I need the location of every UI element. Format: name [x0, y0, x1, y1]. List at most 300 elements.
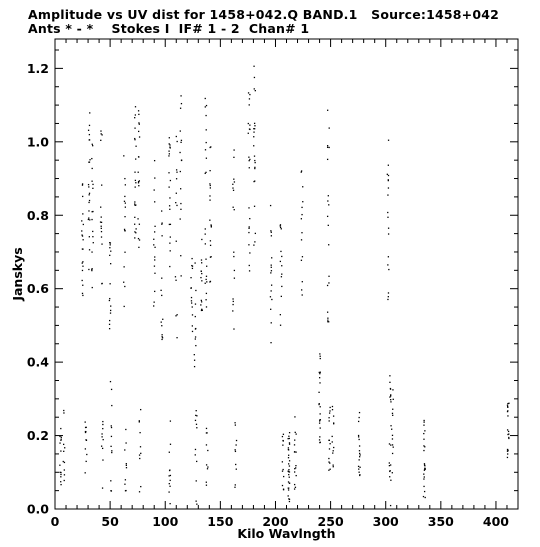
- data-point: [255, 90, 256, 91]
- data-point: [235, 424, 236, 425]
- data-point: [207, 468, 208, 469]
- data-point: [280, 251, 281, 252]
- data-point: [388, 165, 389, 166]
- data-point: [390, 444, 391, 445]
- data-point: [210, 187, 211, 188]
- data-point: [233, 157, 234, 158]
- data-point: [181, 275, 182, 276]
- data-point: [82, 184, 83, 185]
- data-point: [135, 186, 136, 187]
- data-point: [168, 186, 169, 187]
- data-point: [281, 276, 282, 277]
- data-point: [176, 136, 177, 137]
- data-point: [89, 125, 90, 126]
- data-point: [195, 449, 196, 450]
- data-point: [392, 409, 393, 410]
- data-point: [271, 257, 272, 258]
- data-point: [139, 458, 140, 459]
- data-point: [140, 453, 141, 454]
- data-point: [138, 131, 139, 132]
- data-point: [507, 453, 508, 454]
- data-point: [329, 410, 330, 411]
- data-point: [134, 203, 135, 204]
- data-point: [301, 218, 302, 219]
- data-point: [392, 453, 393, 454]
- data-point: [109, 283, 110, 284]
- data-point: [64, 447, 65, 448]
- data-point: [205, 106, 206, 107]
- data-point: [392, 444, 393, 445]
- data-point: [271, 270, 272, 271]
- data-point: [175, 315, 176, 316]
- data-point: [270, 230, 271, 231]
- data-point: [169, 486, 170, 487]
- data-point: [235, 464, 236, 465]
- data-point: [126, 467, 127, 468]
- data-point: [301, 260, 302, 261]
- data-point: [154, 226, 155, 227]
- data-point: [101, 231, 102, 232]
- data-point: [92, 236, 93, 237]
- data-point: [249, 226, 250, 227]
- data-point: [109, 255, 110, 256]
- data-point: [302, 294, 303, 295]
- data-point: [139, 421, 140, 422]
- x-tick-label: 300: [372, 514, 399, 529]
- data-point: [234, 181, 235, 182]
- data-point: [358, 466, 359, 467]
- data-point: [282, 444, 283, 445]
- data-point: [235, 451, 236, 452]
- data-point: [60, 450, 61, 451]
- data-point: [205, 279, 206, 280]
- data-point: [102, 424, 103, 425]
- data-point: [209, 220, 210, 221]
- data-point: [88, 184, 89, 185]
- data-point: [206, 281, 207, 282]
- data-point: [327, 285, 328, 286]
- data-point: [388, 296, 389, 297]
- data-point: [89, 200, 90, 201]
- data-point: [138, 122, 139, 123]
- data-point: [271, 235, 272, 236]
- data-point: [191, 300, 192, 301]
- data-point: [253, 244, 254, 245]
- data-point: [110, 305, 111, 306]
- data-point: [301, 170, 302, 171]
- data-point: [153, 244, 154, 245]
- data-point: [249, 124, 250, 125]
- data-point: [126, 463, 127, 464]
- data-point: [124, 216, 125, 217]
- data-point: [254, 167, 255, 168]
- data-point: [124, 201, 125, 202]
- data-point: [327, 318, 328, 319]
- data-point: [271, 285, 272, 286]
- data-point: [254, 155, 255, 156]
- data-point: [140, 446, 141, 447]
- data-point: [89, 134, 90, 135]
- data-point: [328, 225, 329, 226]
- data-point: [134, 224, 135, 225]
- data-point: [255, 162, 256, 163]
- data-point: [91, 181, 92, 182]
- data-point: [138, 110, 139, 111]
- data-point: [82, 293, 83, 294]
- data-point: [181, 159, 182, 160]
- data-point: [289, 460, 290, 461]
- data-point: [103, 439, 104, 440]
- data-point: [210, 146, 211, 147]
- data-point: [232, 187, 233, 188]
- data-point: [333, 422, 334, 423]
- data-point: [359, 445, 360, 446]
- data-point: [169, 503, 170, 504]
- data-point: [329, 420, 330, 421]
- data-point: [249, 159, 250, 160]
- data-point: [125, 479, 126, 480]
- data-point: [233, 149, 234, 150]
- data-point: [358, 439, 359, 440]
- data-point: [82, 270, 83, 271]
- data-point: [85, 431, 86, 432]
- data-point: [508, 431, 509, 432]
- data-point: [85, 439, 86, 440]
- data-point: [138, 172, 139, 173]
- data-point: [329, 127, 330, 128]
- data-point: [200, 304, 201, 305]
- data-point: [168, 491, 169, 492]
- data-point: [206, 485, 207, 486]
- data-point: [125, 429, 126, 430]
- data-point: [254, 77, 255, 78]
- data-point: [283, 440, 284, 441]
- data-point: [169, 146, 170, 147]
- data-point: [423, 420, 424, 421]
- data-point: [61, 437, 62, 438]
- data-point: [91, 219, 92, 220]
- data-point: [270, 296, 271, 297]
- data-point: [126, 465, 127, 466]
- data-point: [232, 304, 233, 305]
- data-point: [101, 446, 102, 447]
- data-point: [320, 356, 321, 357]
- data-point: [210, 185, 211, 186]
- data-point: [134, 128, 135, 129]
- data-point: [192, 314, 193, 315]
- data-point: [195, 328, 196, 329]
- data-point: [387, 174, 388, 175]
- data-point: [392, 435, 393, 436]
- data-point: [134, 217, 135, 218]
- data-point: [328, 321, 329, 322]
- y-tick-label: 0.0: [26, 501, 49, 517]
- data-point: [249, 265, 250, 266]
- data-point: [320, 442, 321, 443]
- data-point: [390, 401, 391, 402]
- data-point: [236, 469, 237, 470]
- y-tick-label: 0.6: [26, 281, 49, 297]
- data-point: [169, 483, 170, 484]
- data-point: [180, 209, 181, 210]
- data-point: [88, 269, 89, 270]
- data-point: [207, 466, 208, 467]
- data-point: [233, 252, 234, 253]
- data-point: [360, 454, 361, 455]
- data-point: [180, 218, 181, 219]
- data-point: [233, 207, 234, 208]
- data-point: [201, 262, 202, 263]
- data-point: [282, 436, 283, 437]
- data-point: [154, 291, 155, 292]
- data-point: [102, 428, 103, 429]
- data-point: [388, 228, 389, 229]
- data-point: [88, 130, 89, 131]
- data-point: [125, 184, 126, 185]
- data-point: [318, 404, 319, 405]
- data-point: [280, 314, 281, 315]
- data-point: [177, 141, 178, 142]
- data-point: [124, 449, 125, 450]
- data-point: [195, 345, 196, 346]
- data-point: [328, 417, 329, 418]
- x-axis-label: Kilo Wavlngth: [237, 526, 336, 541]
- data-point: [271, 267, 272, 268]
- data-point: [196, 427, 197, 428]
- data-point: [64, 474, 65, 475]
- data-point: [201, 259, 202, 260]
- data-point: [161, 278, 162, 279]
- data-point: [139, 224, 140, 225]
- data-point: [191, 302, 192, 303]
- data-point: [423, 425, 424, 426]
- data-point: [271, 264, 272, 265]
- data-point: [125, 202, 126, 203]
- data-point: [389, 382, 390, 383]
- data-point: [206, 428, 207, 429]
- data-point: [192, 325, 193, 326]
- data-point: [209, 195, 210, 196]
- data-point: [295, 465, 296, 466]
- data-point: [170, 475, 171, 476]
- data-point: [196, 410, 197, 411]
- data-point: [333, 415, 334, 416]
- data-point: [294, 468, 295, 469]
- data-point: [319, 377, 320, 378]
- data-point: [168, 155, 169, 156]
- data-point: [320, 413, 321, 414]
- data-point: [111, 405, 112, 406]
- data-point: [124, 286, 125, 287]
- data-point: [249, 218, 250, 219]
- x-tick-label: 50: [101, 514, 119, 529]
- chart-subtitle: Ants * - * Stokes I IF# 1 - 2 Chan# 1: [28, 21, 310, 36]
- data-point: [254, 160, 255, 161]
- data-point: [294, 471, 295, 472]
- data-point: [248, 244, 249, 245]
- data-point: [270, 272, 271, 273]
- data-point: [424, 463, 425, 464]
- data-point: [358, 421, 359, 422]
- data-point: [387, 194, 388, 195]
- data-point: [175, 202, 176, 203]
- data-point: [302, 186, 303, 187]
- data-point: [253, 136, 254, 137]
- data-point: [196, 480, 197, 481]
- data-point: [288, 447, 289, 448]
- data-point: [205, 115, 206, 116]
- data-point: [206, 432, 207, 433]
- data-point: [85, 421, 86, 422]
- data-point: [101, 133, 102, 134]
- data-point: [59, 442, 60, 443]
- data-point: [101, 226, 102, 227]
- data-point: [63, 451, 64, 452]
- axis-ticks: [55, 39, 518, 509]
- data-point: [201, 300, 202, 301]
- data-point: [328, 147, 329, 148]
- data-point: [195, 336, 196, 337]
- data-point: [254, 241, 255, 242]
- data-point: [232, 184, 233, 185]
- data-point: [389, 476, 390, 477]
- data-point: [176, 314, 177, 315]
- data-point: [176, 193, 177, 194]
- data-point: [134, 117, 135, 118]
- y-tick-labels: [27, 61, 49, 517]
- data-point: [101, 184, 102, 185]
- data-point: [282, 485, 283, 486]
- data-point: [327, 159, 328, 160]
- data-point: [134, 201, 135, 202]
- data-point: [302, 281, 303, 282]
- data-point: [109, 324, 110, 325]
- data-point: [83, 224, 84, 225]
- x-tick-label: 250: [317, 514, 344, 529]
- data-point: [180, 188, 181, 189]
- data-point: [423, 496, 424, 497]
- data-point: [139, 454, 140, 455]
- data-point: [89, 249, 90, 250]
- y-tick-label: 1.0: [26, 134, 49, 150]
- data-point: [109, 298, 110, 299]
- data-point: [249, 98, 250, 99]
- data-point: [205, 259, 206, 260]
- data-point: [393, 447, 394, 448]
- data-point: [60, 484, 61, 485]
- data-point: [176, 172, 177, 173]
- data-point: [82, 295, 83, 296]
- data-point: [248, 157, 249, 158]
- data-point: [154, 301, 155, 302]
- data-point: [288, 487, 289, 488]
- data-point: [233, 179, 234, 180]
- data-point: [236, 440, 237, 441]
- data-point: [423, 478, 424, 479]
- data-point: [388, 292, 389, 293]
- data-point: [179, 152, 180, 153]
- data-point: [201, 301, 202, 302]
- data-point: [201, 280, 202, 281]
- data-point: [88, 217, 89, 218]
- data-point: [289, 432, 290, 433]
- data-point: [170, 236, 171, 237]
- data-point: [135, 146, 136, 147]
- data-point: [124, 252, 125, 253]
- data-point: [295, 487, 296, 488]
- data-point: [233, 328, 234, 329]
- data-point: [327, 147, 328, 148]
- data-point: [137, 218, 138, 219]
- data-point: [81, 234, 82, 235]
- data-point: [358, 468, 359, 469]
- data-point: [206, 306, 207, 307]
- data-point: [327, 145, 328, 146]
- data-point: [332, 436, 333, 437]
- data-point: [358, 436, 359, 437]
- data-points: [59, 66, 509, 507]
- data-point: [248, 228, 249, 229]
- data-point: [249, 252, 250, 253]
- data-point: [192, 331, 193, 332]
- data-point: [111, 427, 112, 428]
- data-point: [288, 436, 289, 437]
- data-point: [233, 190, 234, 191]
- data-point: [110, 242, 111, 243]
- data-point: [60, 428, 61, 429]
- data-point: [359, 459, 360, 460]
- data-point: [169, 209, 170, 210]
- data-point: [109, 247, 110, 248]
- data-point: [280, 227, 281, 228]
- data-point: [294, 444, 295, 445]
- data-point: [232, 298, 233, 299]
- data-point: [88, 162, 89, 163]
- data-point: [89, 219, 90, 220]
- data-point: [161, 235, 162, 236]
- data-point: [327, 320, 328, 321]
- data-point: [288, 438, 289, 439]
- data-point: [89, 112, 90, 113]
- data-point: [271, 299, 272, 300]
- data-point: [289, 477, 290, 478]
- plot-frame: [55, 39, 518, 509]
- data-point: [389, 462, 390, 463]
- data-point: [424, 430, 425, 431]
- data-point: [169, 144, 170, 145]
- data-point: [89, 236, 90, 237]
- data-point: [320, 358, 321, 359]
- data-point: [248, 133, 249, 134]
- data-point: [195, 500, 196, 501]
- data-point: [248, 92, 249, 93]
- data-point: [387, 217, 388, 218]
- data-point: [88, 210, 89, 211]
- data-point: [169, 475, 170, 476]
- data-point: [110, 312, 111, 313]
- data-point: [63, 412, 64, 413]
- data-point: [101, 228, 102, 229]
- data-point: [161, 325, 162, 326]
- data-point: [281, 286, 282, 287]
- data-point: [154, 189, 155, 190]
- data-point: [92, 184, 93, 185]
- data-point: [390, 394, 391, 395]
- data-point: [59, 465, 60, 466]
- data-point: [319, 373, 320, 374]
- data-point: [194, 354, 195, 355]
- data-point: [88, 186, 89, 187]
